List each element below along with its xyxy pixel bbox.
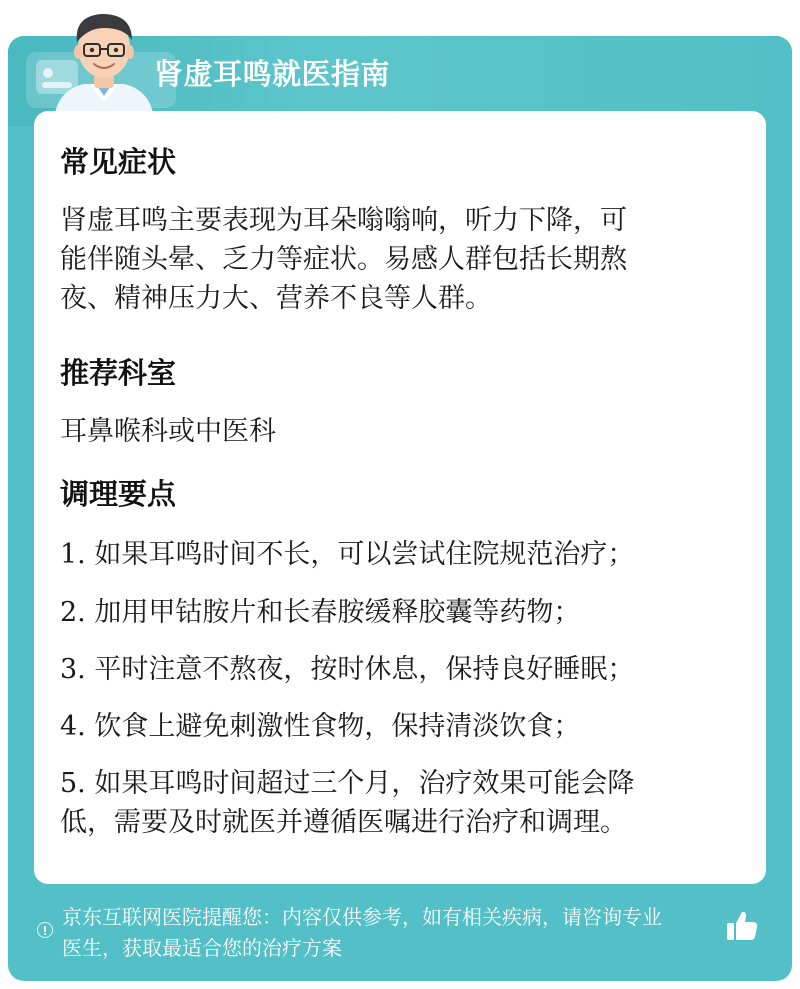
page-title: 肾虚耳鸣就医指南 [154,57,391,91]
symptoms-text [60,201,730,318]
care-list-item [60,593,735,632]
list-text: 如果耳鸣时间超过三个月，治疗效果可能会降 [94,768,635,799]
care-list-item [60,764,735,842]
list-text: 平时注意不熬夜，按时休息，保持良好睡眠； [94,654,635,685]
disclaimer-line: 京东互联网医院提醒您：内容仅供参考，如有相关疾病，请咨询专业 [62,905,662,929]
care-heading: 调理要点 [60,477,177,511]
care-list-item [60,650,735,689]
list-text-continued: 低，需要及时就医并遵循医嘱进行治疗和调理。 [60,807,627,838]
doctor-avatar [44,6,164,118]
info-icon [37,922,53,938]
symptoms-line: 能伴随头晕、乏力等症状。易感人群包括长期熬 [60,244,627,275]
list-text: 饮食上避免刺激性食物，保持清淡饮食； [94,711,581,742]
care-list-item [60,707,735,746]
list-text: 如果耳鸣时间不长，可以尝试住院规范治疗； [94,539,635,570]
department-text: 耳鼻喉科或中医科 [60,416,276,447]
disclaimer-line: 医生，获取最适合您的治疗方案 [62,936,342,960]
care-list-item [60,535,735,574]
list-number: 4. [60,711,86,742]
symptoms-line: 肾虚耳鸣主要表现为耳朵嗡嗡响，听力下降，可 [60,205,627,236]
list-number: 5. [60,768,86,799]
symptoms-line: 夜、精神压力大、营养不良等人群。 [60,283,492,314]
symptoms-heading: 常见症状 [60,145,177,179]
disclaimer-note [62,902,726,964]
list-text: 加用甲钴胺片和长春胺缓释胶囊等药物； [94,597,581,628]
list-number: 2. [60,597,86,628]
list-number: 1. [60,539,86,570]
list-number: 3. [60,654,86,685]
thumbs-up-icon[interactable] [724,908,760,944]
department-heading: 推荐科室 [60,356,177,390]
